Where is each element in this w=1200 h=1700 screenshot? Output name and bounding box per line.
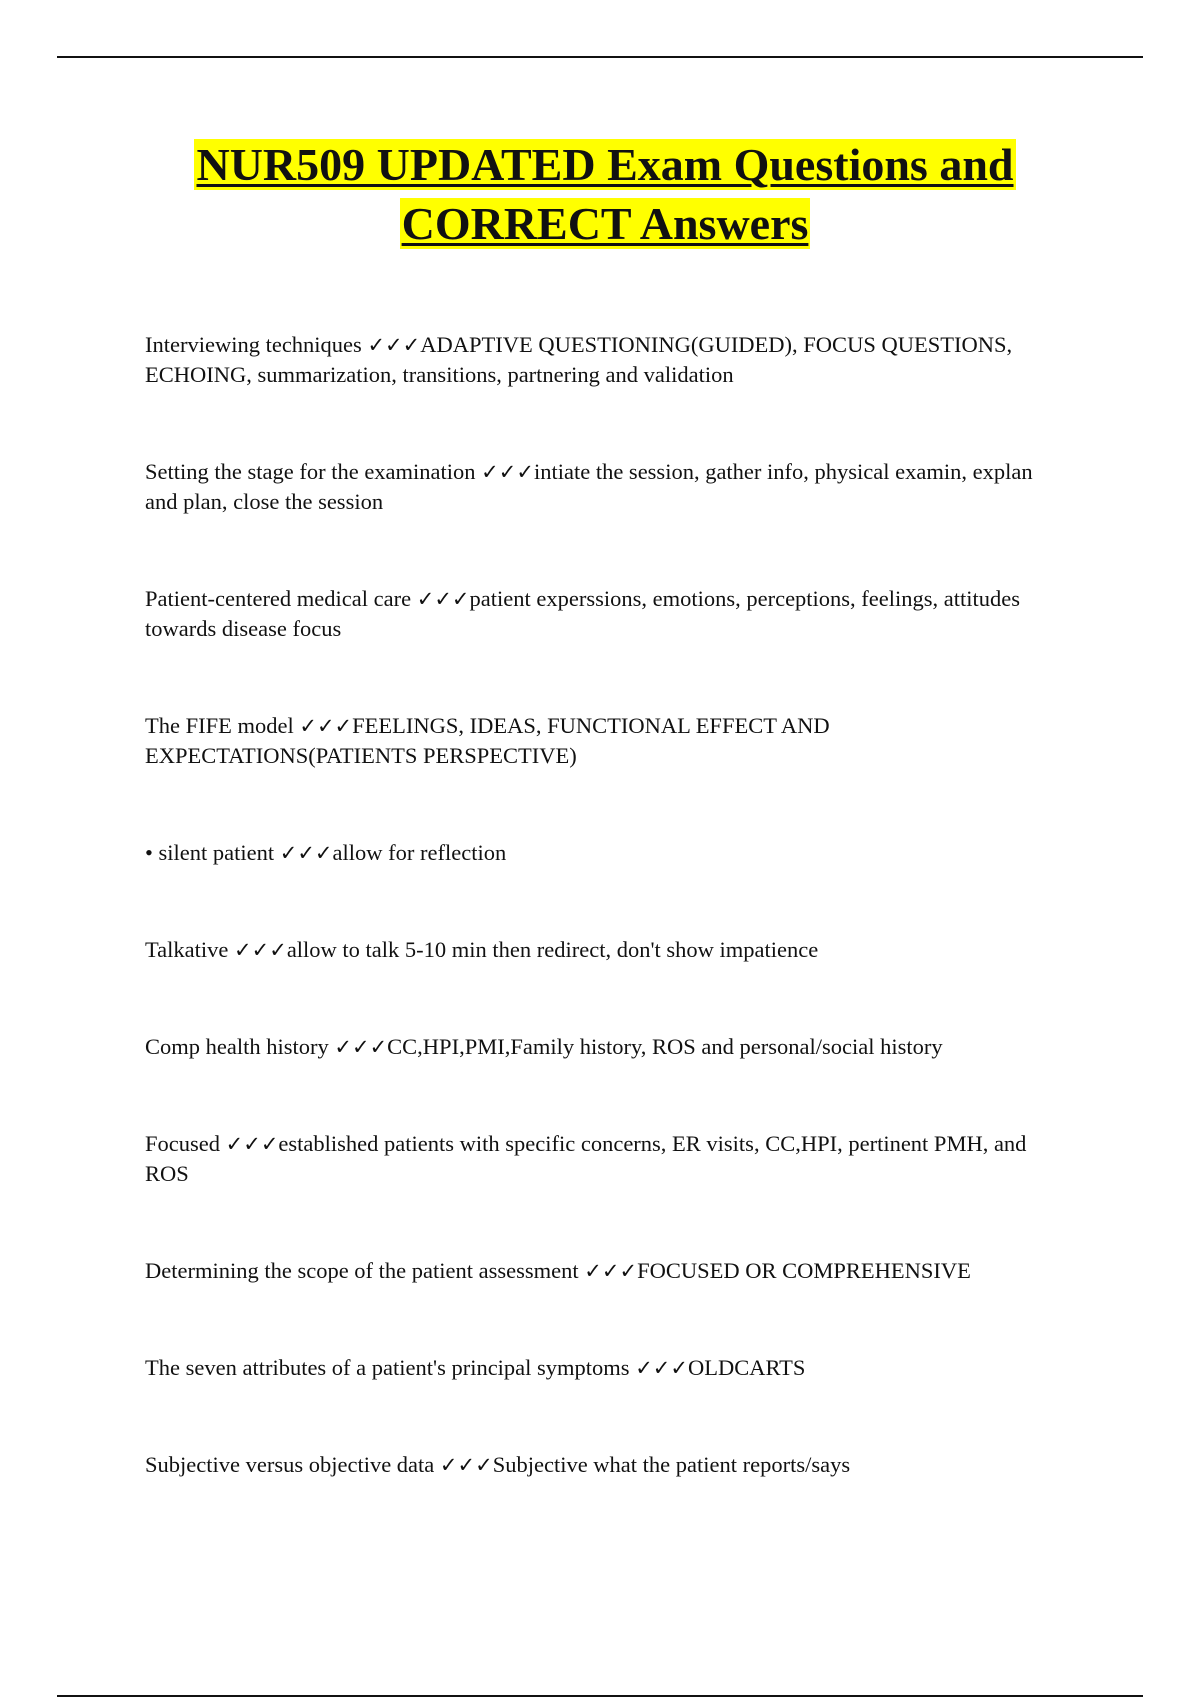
qa-answer: OLDCARTS [688, 1355, 806, 1380]
qa-item [145, 711, 1065, 771]
checkmark-icon: ✓✓✓ [635, 1356, 688, 1380]
qa-item [145, 1129, 1065, 1189]
qa-question: Comp health history [145, 1034, 329, 1059]
checkmark-icon: ✓✓✓ [234, 938, 287, 962]
qa-item [145, 330, 1065, 390]
document-page [145, 135, 1065, 1477]
bottom-rule [57, 1695, 1143, 1697]
qa-item [145, 935, 1065, 965]
qa-item [145, 1032, 1065, 1062]
qa-question: Determining the scope of the patient assessment [145, 1258, 579, 1283]
qa-question: Setting the stage for the examination [145, 459, 476, 484]
qa-item [145, 1353, 1065, 1383]
document-title [145, 135, 1065, 253]
qa-question: Patient-centered medical care [145, 586, 412, 611]
checkmark-icon: ✓✓✓ [481, 460, 534, 484]
qa-answer: established patients with specific concerns, ER visits, CC,HPI, pertinent PMH, and ROS [145, 1131, 1027, 1186]
qa-item [145, 1450, 1065, 1480]
checkmark-icon: ✓✓✓ [439, 1453, 493, 1477]
checkmark-icon: ✓✓✓ [584, 1259, 638, 1283]
qa-item [145, 838, 1065, 868]
qa-answer: intiate the session, gather info, physical examin, explan and plan, close the session [145, 459, 1033, 514]
checkmark-icon: ✓✓✓ [225, 1132, 279, 1156]
qa-question: • silent patient [145, 840, 275, 865]
title-line-1: NUR509 UPDATED Exam Questions and [196, 139, 1014, 190]
qa-answer: CC,HPI,PMI,Family history, ROS and personal/social history [387, 1034, 943, 1059]
qa-question: Focused [145, 1131, 220, 1156]
checkmark-icon: ✓✓✓ [299, 714, 353, 738]
qa-question: The FIFE model [145, 713, 294, 738]
qa-question: The seven attributes of a patient's principal symptoms [145, 1355, 630, 1380]
qa-answer: FOCUSED OR COMPREHENSIVE [637, 1258, 971, 1283]
qa-item [145, 584, 1065, 644]
qa-answer: patient experssions, emotions, perceptions, feelings, attitudes towards disease focus [145, 586, 1021, 641]
checkmark-icon: ✓✓✓ [367, 333, 421, 357]
checkmark-icon: ✓✓✓ [334, 1035, 388, 1059]
checkmark-icon: ✓✓✓ [279, 841, 333, 865]
qa-item [145, 457, 1065, 517]
qa-answer: ADAPTIVE QUESTIONING(GUIDED), FOCUS QUESTIONS, ECHOING, summarization, transitions, partnering and validation [145, 332, 1013, 387]
qa-answer: allow to talk 5-10 min then redirect, don't show impatience [286, 937, 819, 962]
qa-item [145, 1256, 1065, 1286]
qa-question: Interviewing techniques [145, 332, 362, 357]
qa-question: Subjective versus objective data [145, 1452, 435, 1477]
qa-question: Talkative [145, 937, 229, 962]
qa-answer: Subjective what the patient reports/says [492, 1452, 851, 1477]
top-rule [57, 56, 1143, 58]
qa-answer: allow for reflection [332, 840, 507, 865]
checkmark-icon: ✓✓✓ [416, 587, 470, 611]
qa-answer: FEELINGS, IDEAS, FUNCTIONAL EFFECT AND EXPECTATIONS(PATIENTS PERSPECTIVE) [145, 713, 830, 768]
title-line-2: CORRECT Answers [401, 198, 809, 249]
